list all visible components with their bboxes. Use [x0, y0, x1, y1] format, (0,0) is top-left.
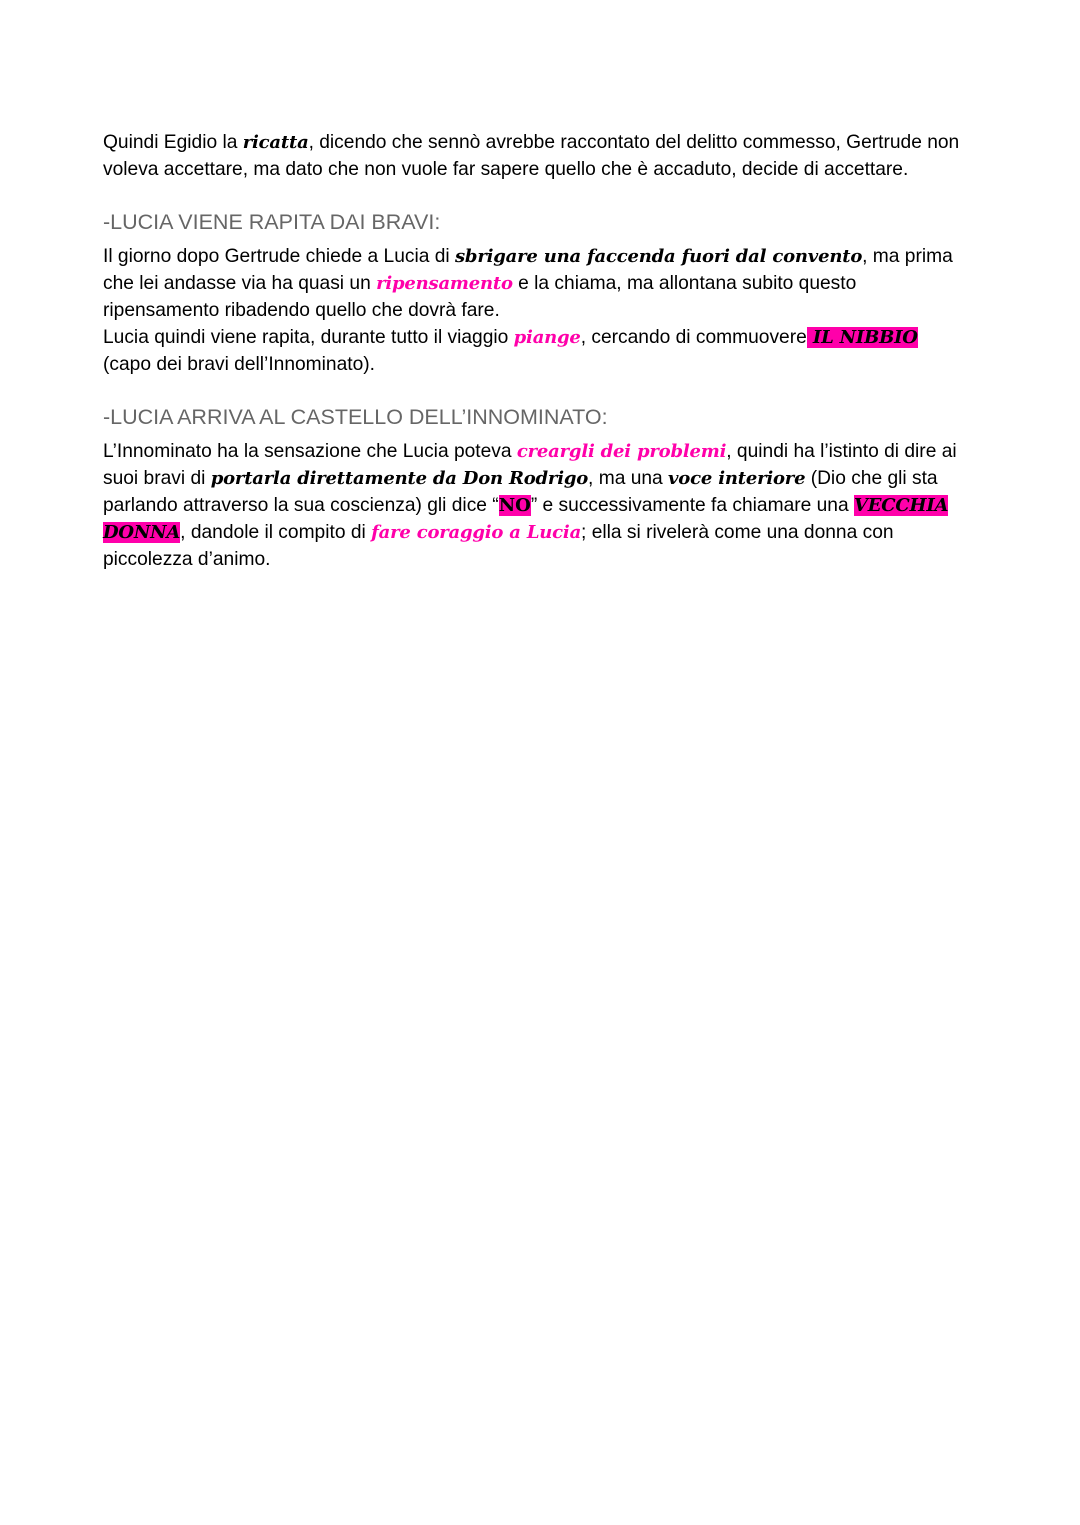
highlight-no: NO — [498, 495, 531, 516]
text-run: (Dio che gli sta parlando attraverso la sua coscienza) gli dice “ — [103, 468, 938, 516]
text-run: , dandole il compito di — [180, 522, 372, 543]
paragraph-gertrude-chiede — [103, 243, 963, 324]
emphasis-problemi: creargli dei problemi — [516, 441, 727, 462]
paragraph-innominato — [103, 438, 963, 573]
emphasis-piange: piange — [513, 327, 581, 348]
paragraph-ricatto — [103, 129, 963, 183]
text-run: , cercando di commuovere — [580, 327, 807, 348]
text-run: , quindi ha l’istinto di dire ai suoi bravi di — [103, 441, 957, 489]
text-run: Lucia quindi viene rapita, durante tutto il viaggio — [103, 327, 514, 348]
text-run: L’Innominato ha la sensazione che Lucia poteva — [103, 441, 517, 462]
text-run: Il giorno dopo Gertrude chiede a Lucia di — [103, 246, 455, 267]
text-run: , ma prima che lei andasse via ha quasi un — [103, 246, 953, 294]
emphasis-ricatta: ricatta — [242, 132, 309, 153]
section-heading-castello: -LUCIA ARRIVA AL CASTELLO DELL’INNOMINATO: — [103, 405, 608, 429]
emphasis-coraggio: fare coraggio a Lucia — [371, 522, 582, 543]
highlight-il-nibbio: IL NIBBIO — [806, 327, 918, 348]
text-run: ; ella si rivelerà come una donna con piccolezza d’animo. — [103, 522, 894, 570]
emphasis-voce-interiore: voce interiore — [668, 468, 806, 489]
text-run: (capo dei bravi dell’Innominato). — [103, 354, 375, 375]
paragraph-lucia-rapita — [103, 324, 963, 378]
emphasis-ripensamento: ripensamento — [376, 273, 513, 294]
text-run: Quindi Egidio la — [103, 132, 243, 153]
section-heading-rapita: -LUCIA VIENE RAPITA DAI BRAVI: — [103, 210, 441, 234]
text-run: e la chiama, ma allontana subito questo ripensamento ribadendo quello che dovrà fare. — [103, 273, 857, 321]
text-run: , dicendo che sennò avrebbe raccontato del delitto commesso, Gertrude non voleva accettare, ma dato che non vuole far sapere quello che è accaduto, decide di accettare. — [103, 132, 960, 180]
emphasis-don-rodrigo: portarla direttamente da Don Rodrigo — [210, 468, 589, 489]
emphasis-faccenda: sbrigare una faccenda fuori dal convento — [455, 246, 863, 267]
highlight-vecchia-donna: VECCHIA DONNA — [103, 495, 949, 543]
text-run: , ma una — [588, 468, 669, 489]
document-page — [103, 129, 963, 573]
text-run: ” e successivamente fa chiamare una — [530, 495, 854, 516]
